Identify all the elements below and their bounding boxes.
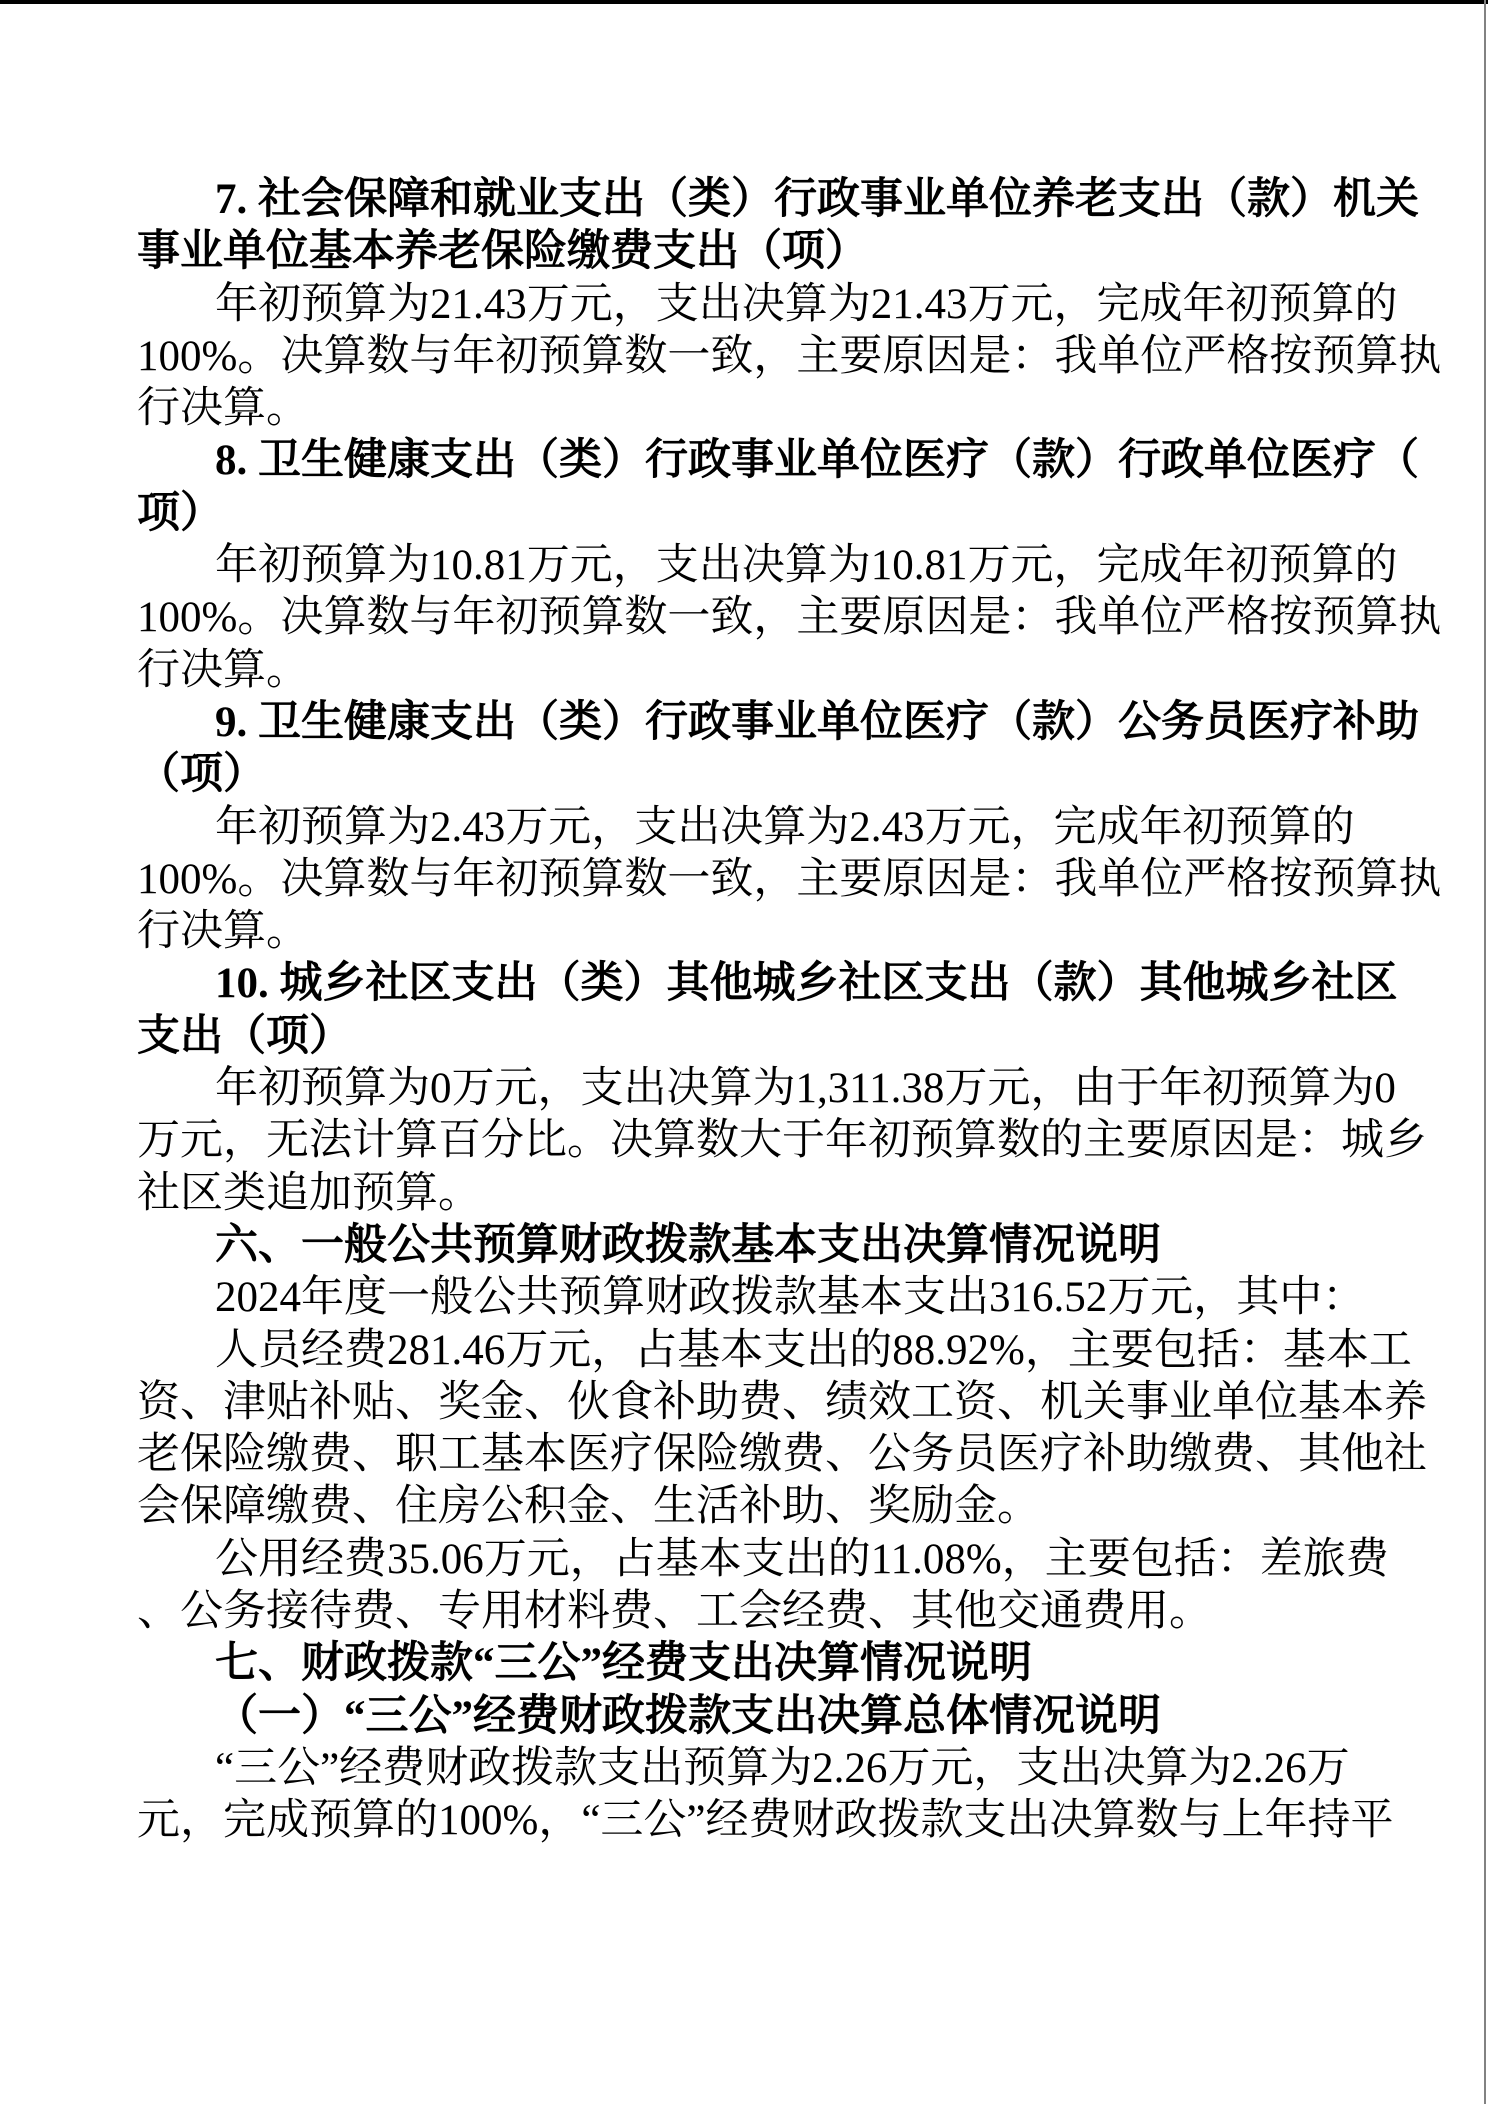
heading-line: （一）“三公”经费财政拨款支出决算总体情况说明 xyxy=(215,1692,1161,1740)
heading-line: 事业单位基本养老保险缴费支出（项） xyxy=(137,228,868,276)
body-line: “三公”经费财政拨款支出预算为2.26万元，支出决算为2.26万 xyxy=(215,1744,1350,1792)
body-line: 行决算。 xyxy=(137,646,309,694)
heading-line: 支出（项） xyxy=(137,1012,352,1060)
body-line: 老保险缴费、职工基本医疗保险缴费、公务员医疗补助缴费、其他社 xyxy=(137,1431,1427,1479)
body-line: 100%。决算数与年初预算数一致，主要原因是：我单位严格按预算执 xyxy=(137,594,1442,642)
body-line: 、公务接待费、专用材料费、工会经费、其他交通费用。 xyxy=(137,1588,1212,1636)
heading-line: 六、一般公共预算财政拨款基本支出决算情况说明 xyxy=(215,1221,1161,1269)
body-line: 行决算。 xyxy=(137,908,309,956)
body-line: 年初预算为10.81万元，支出决算为10.81万元，完成年初预算的 xyxy=(215,542,1398,590)
body-line: 资、津贴补贴、奖金、伙食补助费、绩效工资、机关事业单位基本养 xyxy=(137,1378,1427,1426)
body-line: 万元，无法计算百分比。决算数大于年初预算数的主要原因是：城乡 xyxy=(137,1117,1427,1165)
page-right-border xyxy=(1484,0,1486,2104)
body-line: 100%。决算数与年初预算数一致，主要原因是：我单位严格按预算执 xyxy=(137,855,1442,903)
body-line: 年初预算为0万元，支出决算为1,311.38万元，由于年初预算为0 xyxy=(215,1065,1396,1113)
heading-line: 项） xyxy=(137,489,223,537)
heading-line: 9. 卫生健康支出（类）行政事业单位医疗（款）公务员医疗补助 xyxy=(215,698,1419,746)
heading-line: 7. 社会保障和就业支出（类）行政事业单位养老支出（款）机关 xyxy=(215,176,1419,223)
body-line: 元，完成预算的100%，“三公”经费财政拨款支出决算数与上年持平 xyxy=(137,1797,1394,1845)
body-line: 2024年度一般公共预算财政拨款基本支出316.52万元，其中： xyxy=(215,1274,1366,1322)
body-line: 100%。决算数与年初预算数一致，主要原因是：我单位严格按预算执 xyxy=(137,332,1442,380)
body-line: 人员经费281.46万元，占基本支出的88.92%，主要包括：基本工 xyxy=(215,1326,1412,1374)
body-line: 年初预算为21.43万元，支出决算为21.43万元，完成年初预算的 xyxy=(215,280,1398,328)
page-top-border xyxy=(0,0,1488,4)
body-line: 年初预算为2.43万元，支出决算为2.43万元，完成年初预算的 xyxy=(215,803,1355,851)
heading-line: （项） xyxy=(137,751,266,799)
document-body xyxy=(137,174,1442,1848)
body-line: 会保障缴费、住房公积金、生活补助、奖励金。 xyxy=(137,1483,1040,1531)
heading-line: 七、财政拨款“三公”经费支出决算情况说明 xyxy=(215,1640,1032,1688)
heading-line: 8. 卫生健康支出（类）行政事业单位医疗（款）行政单位医疗（ xyxy=(215,437,1419,485)
body-line: 社区类追加预算。 xyxy=(137,1169,481,1217)
body-line: 公用经费35.06万元，占基本支出的11.08%，主要包括：差旅费 xyxy=(215,1535,1389,1583)
heading-line: 10. 城乡社区支出（类）其他城乡社区支出（款）其他城乡社区 xyxy=(215,960,1398,1008)
body-line: 行决算。 xyxy=(137,385,309,433)
